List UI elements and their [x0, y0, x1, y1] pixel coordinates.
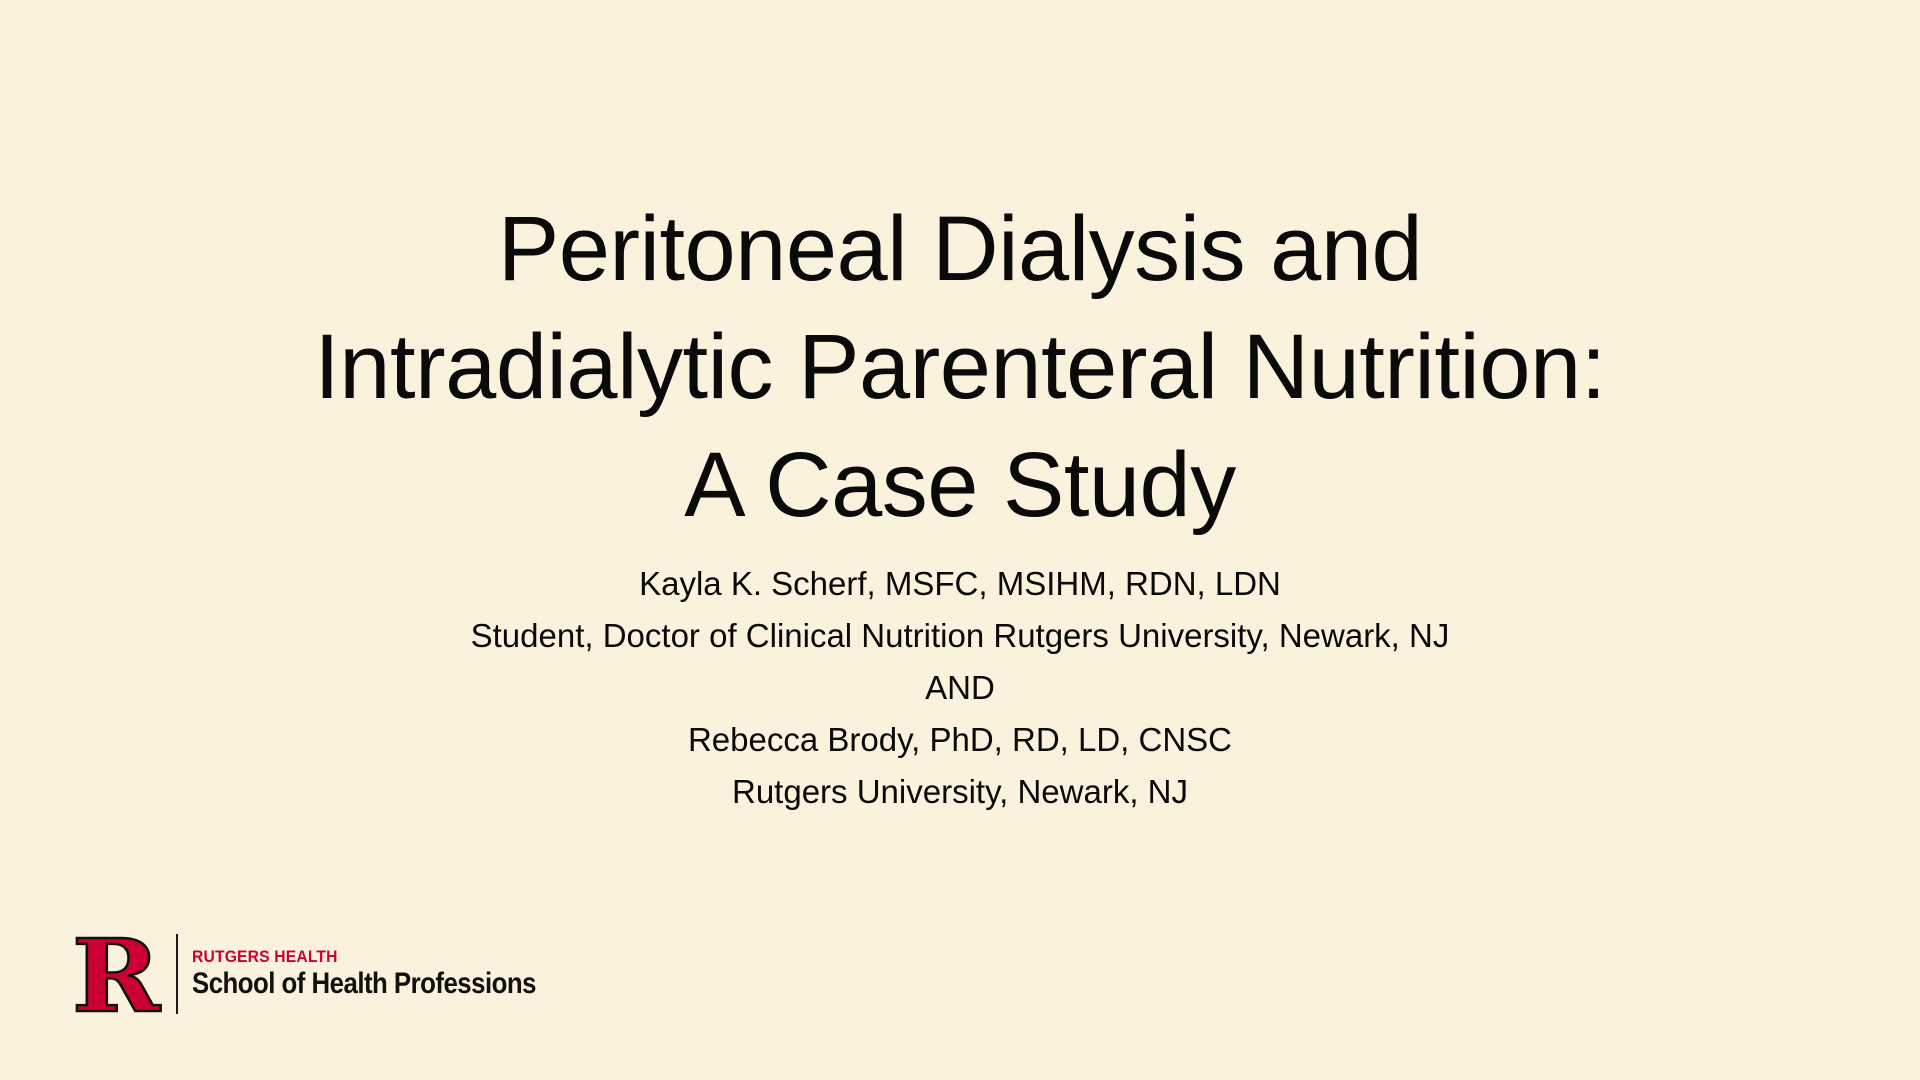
logo-line-school: School of Health Professions	[192, 967, 536, 1000]
author-2-affiliation: Rutgers University, Newark, NJ	[732, 773, 1188, 810]
author-1-affiliation: Student, Doctor of Clinical Nutrition Rutgers University, Newark, NJ	[470, 617, 1450, 654]
author-block	[160, 558, 1760, 818]
title-line-3: A Case Study	[684, 434, 1236, 536]
author-2-name: Rebecca Brody, PhD, RD, LD, CNSC	[687, 721, 1233, 758]
logo-divider	[176, 934, 178, 1014]
rutgers-r-logo-icon	[70, 933, 162, 1015]
author-1-name: Kayla K. Scherf, MSFC, MSIHM, RDN, LDN	[639, 565, 1281, 602]
title-line-2: Intradialytic Parenteral Nutrition:	[314, 316, 1606, 418]
slide-title	[160, 190, 1760, 544]
author-separator: AND	[925, 669, 995, 706]
title-line-1: Peritoneal Dialysis and	[497, 198, 1423, 300]
rutgers-logo	[70, 932, 592, 1016]
logo-line-rutgers-health: RUTGERS HEALTH	[192, 947, 338, 966]
logo-text	[192, 947, 592, 1001]
logo-mark-letter: R	[72, 933, 161, 1015]
